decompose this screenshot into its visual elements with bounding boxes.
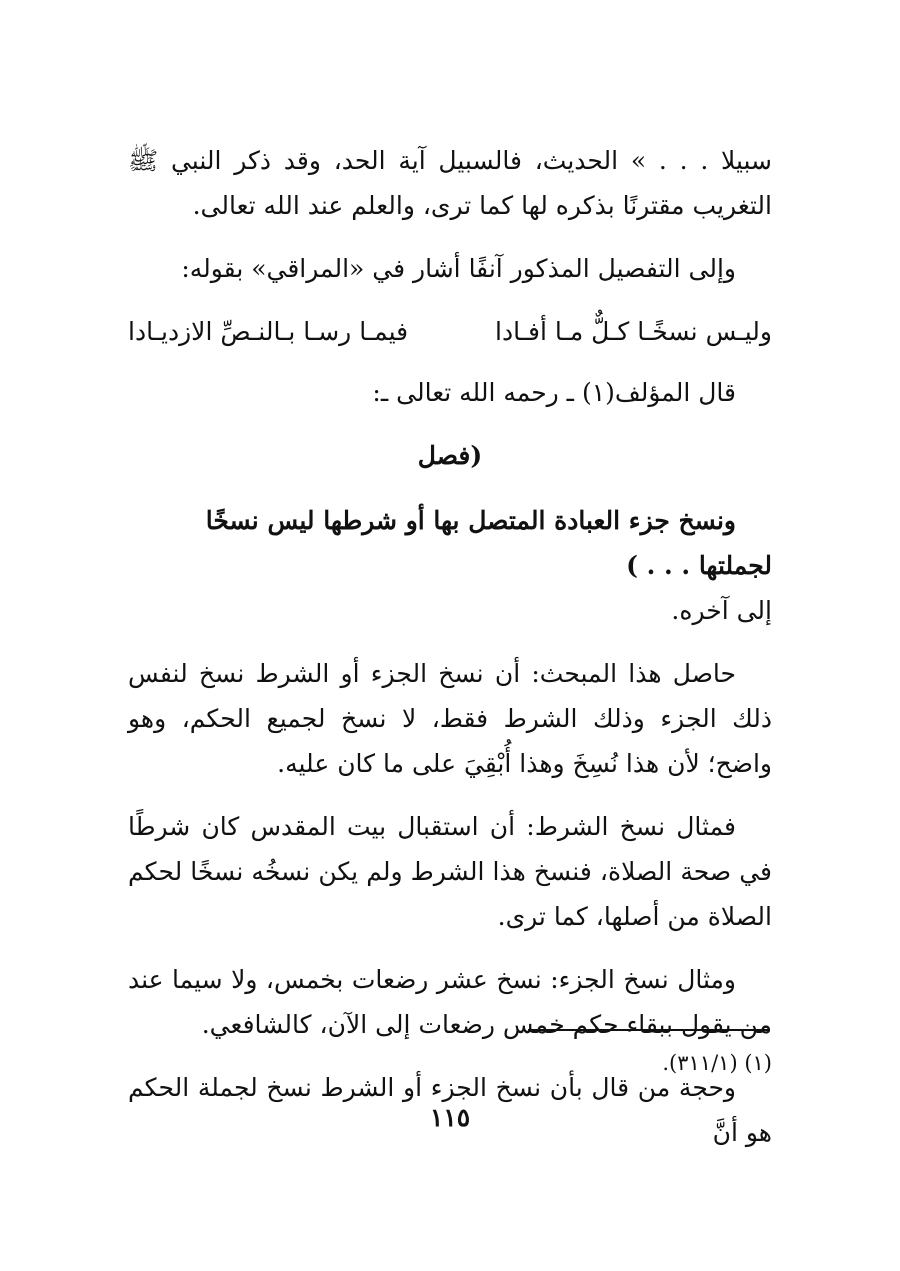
verse-second-hemistich: فيمـا رسـا بـالنـصِّ الازديـادا	[128, 317, 409, 346]
paragraph-part-example: ومثال نسخ الجزء: نسخ عشر رضعات بخمس، ولا سيما عند من يقول ببقاء حكم خمس رضعات إلى الآن، كالشافعي.	[128, 965, 772, 1039]
page-number: ١١٥	[429, 1103, 471, 1132]
footnote: (١) (٣١١/١).	[662, 1051, 772, 1075]
page-body	[128, 138, 772, 1173]
author-says-line: قال المؤلف(١) ـ رحمه الله تعالى ـ:	[372, 378, 736, 407]
paragraph-2: وإلى التفصيل المذكور آنفًا أشار في «المراقي» بقوله:	[181, 254, 736, 283]
footnote-divider	[528, 1029, 770, 1031]
paragraph-argument: وحجة من قال بأن نسخ الجزء أو الشرط نسخ لجملة الحكم هو أنَّ	[128, 1073, 772, 1147]
section-heading: (فصل	[417, 441, 483, 470]
paragraph-condition-example: فمثال نسخ الشرط: أن استقبال بيت المقدس كان شرطًا في صحة الصلاة، فنسخ هذا الشرط ولم يكن نسخُه نسخًا لحكم الصلاة من أصلها، كما ترى.	[128, 812, 772, 931]
quoted-text-tail: إلى آخره.	[671, 596, 772, 625]
quoted-text: ونسخ جزء العبادة المتصل بها أو شرطها ليس نسخًا لجملتها . . . )	[205, 506, 772, 580]
poetry-verse	[128, 309, 772, 354]
paragraph-summary: حاصل هذا المبحث: أن نسخ الجزء أو الشرط نسخ لنفس ذلك الجزء وذلك الشرط فقط، لا نسخ لجميع الحكم، وهو واضح؛ لأن هذا نُسِخَ وهذا أُبْقِيَ على ما كان عليه.	[128, 659, 772, 778]
paragraph-1: سبيلا . . . » الحديث، فالسبيل آية الحد، وقد ذكر النبي ﷺ التغريب مقترنًا بذكره لها كما ترى، والعلم عند الله تعالى.	[128, 146, 772, 220]
verse-first-hemistich: وليـس نسخًـا كـلٌّ مـا أفـادا	[495, 317, 772, 346]
